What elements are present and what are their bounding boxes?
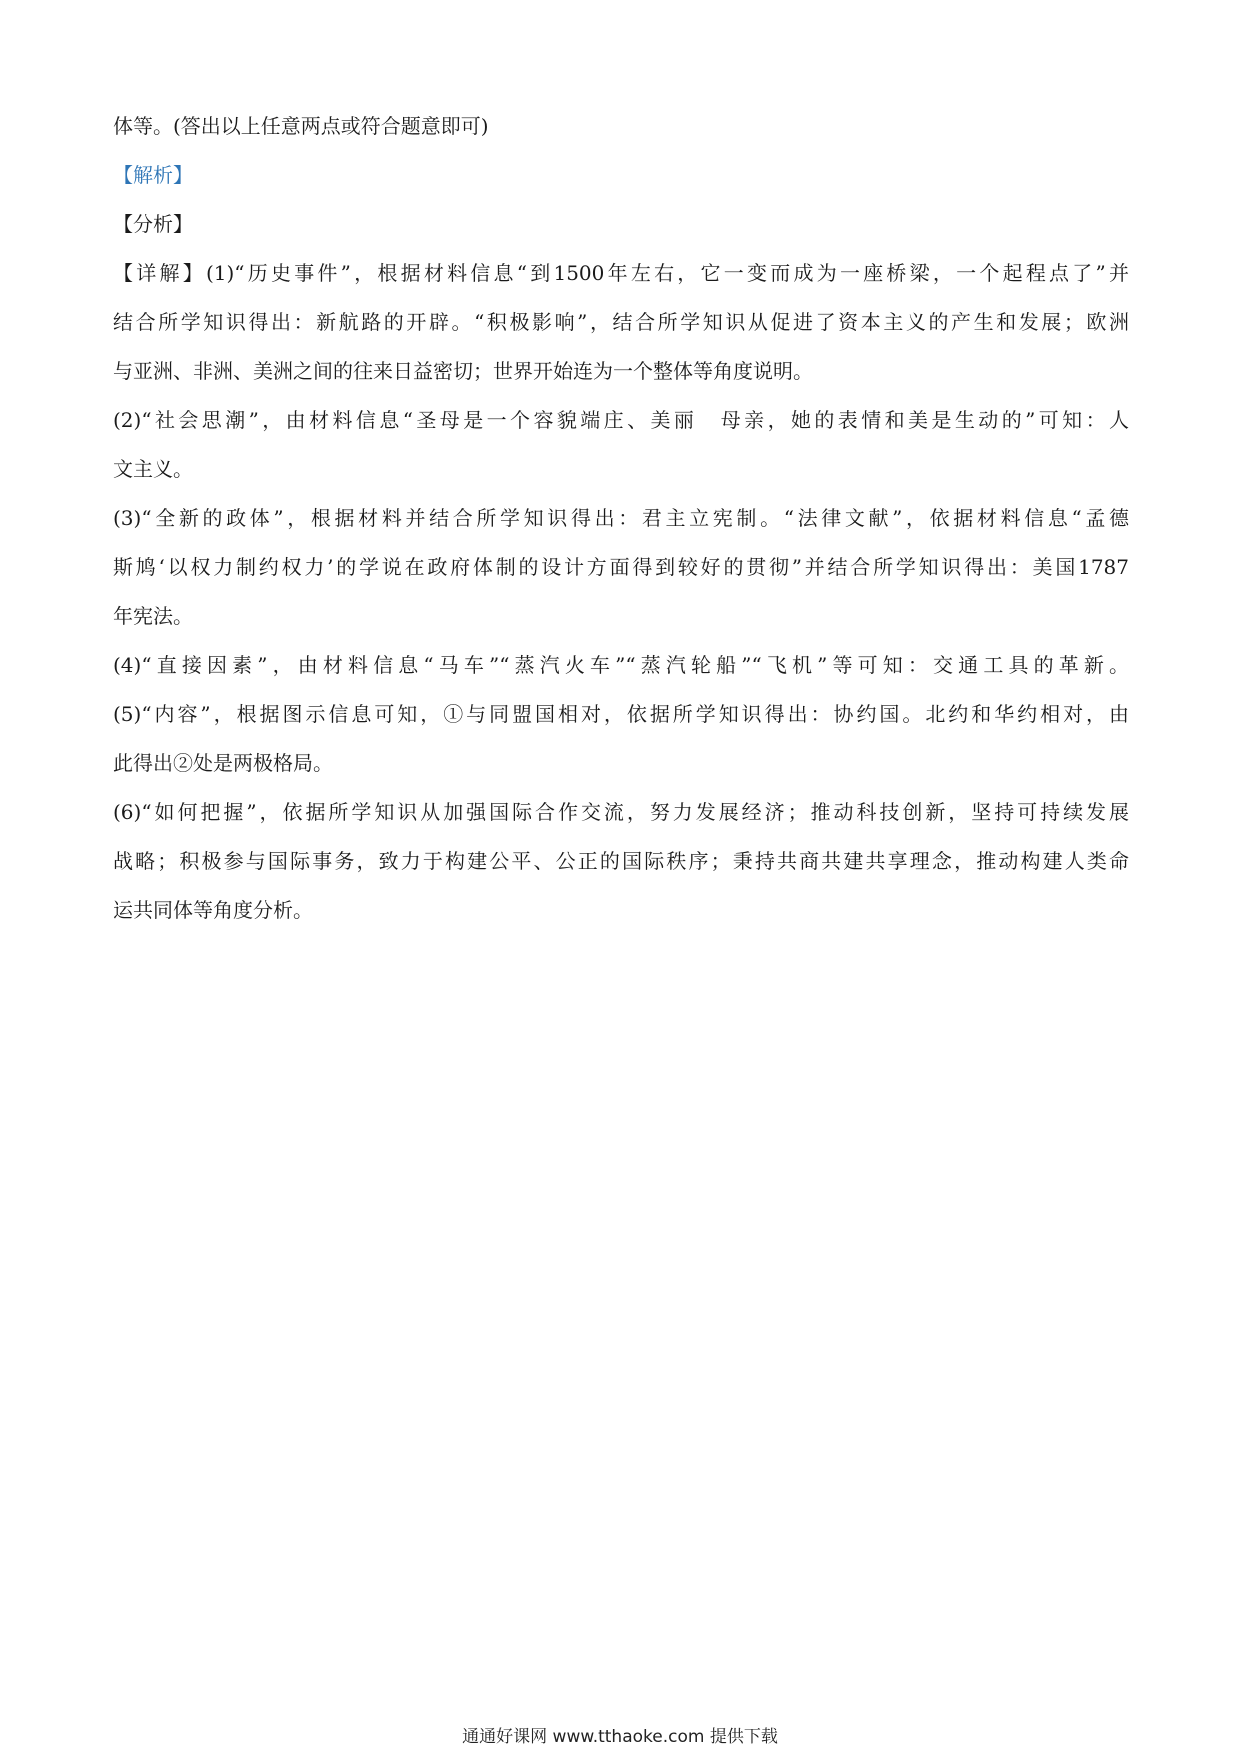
detail-paragraph-5-line-2: 此得出②处是两极格局。 [113, 751, 333, 775]
answer-tail-line: 体等。(答出以上任意两点或符合题意即可) [113, 114, 489, 138]
page-footer: 通通好课网 www.tthaoke.com 提供下载 [462, 1727, 778, 1747]
detail-paragraph-3-line-1: (3)“全新的政体”，根据材料并结合所学知识得出：君主立宪制。“法律文献”，依据材料信息“孟德 [113, 506, 1129, 530]
detail-paragraph-6-line-3: 运共同体等角度分析。 [113, 898, 313, 922]
fenxi-heading: 【分析】 [113, 212, 193, 236]
detail-paragraph-1-line-1: 【详解】(1)“历史事件”，根据材料信息“到1500年左右，它一变而成为一座桥梁，一个起程点了”并 [113, 261, 1129, 285]
analysis-tag: 【解析】 [113, 163, 193, 187]
detail-paragraph-1-line-2: 结合所学知识得出：新航路的开辟。“积极影响”，结合所学知识从促进了资本主义的产生和发展；欧洲 [113, 310, 1129, 334]
detail-paragraph-3-line-2: 斯鸠‘以权力制约权力’的学说在政府体制的设计方面得到较好的贯彻”并结合所学知识得出：美国1787 [113, 555, 1129, 579]
detail-paragraph-6-line-2: 战略；积极参与国际事务，致力于构建公平、公正的国际秩序；秉持共商共建共享理念，推动构建人类命 [113, 849, 1129, 873]
detail-paragraph-3-line-3: 年宪法。 [113, 604, 193, 628]
detail-paragraph-2-line-1: (2)“社会思潮”，由材料信息“圣母是一个容貌端庄、美丽 母亲，她的表情和美是生动的”可知：人 [113, 408, 1129, 432]
detail-paragraph-2-line-2: 文主义。 [113, 457, 193, 481]
answer-content [113, 102, 1129, 935]
detail-paragraph-1-line-3: 与亚洲、非洲、美洲之间的往来日益密切；世界开始连为一个整体等角度说明。 [113, 359, 813, 383]
detail-paragraph-4-line-1: (4)“直接因素”，由材料信息“马车”“蒸汽火车”“蒸汽轮船”“飞机”等可知：交通工具的革新。 [113, 653, 1129, 677]
detail-paragraph-6-line-1: (6)“如何把握”，依据所学知识从加强国际合作交流，努力发展经济；推动科技创新，坚持可持续发展 [113, 800, 1129, 824]
detail-paragraph-5-line-1: (5)“内容”，根据图示信息可知，①与同盟国相对，依据所学知识得出：协约国。北约和华约相对，由 [113, 702, 1129, 726]
